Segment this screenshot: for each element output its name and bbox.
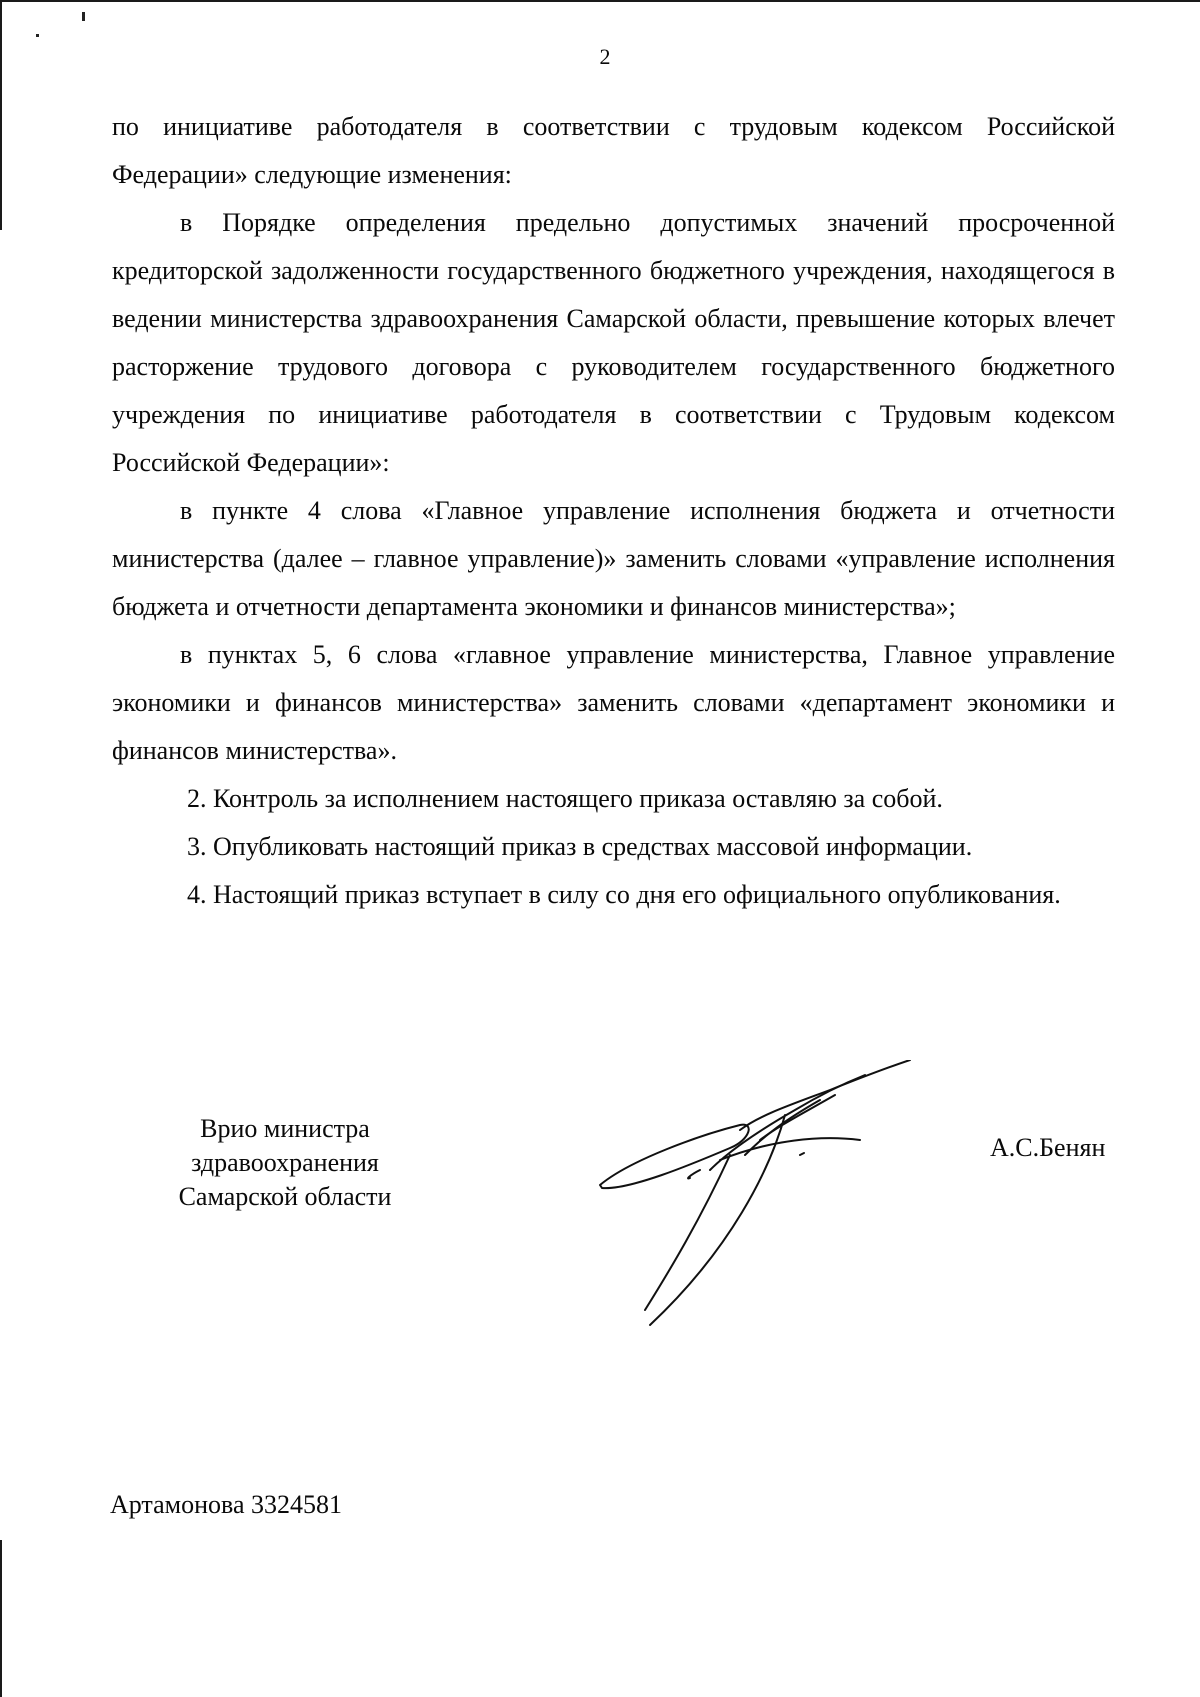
paragraph-item-4: 4. Настоящий приказ вступает в силу со дня его официального опубликования. <box>187 880 1061 909</box>
paragraph-clause-4: в пункте 4 слова «Главное управление исполнения бюджета и отчетности министерства (далее – главное управление)» заменить словами «управление исполнения бюджета и отчетности департамента экономики и финансов министерства»; <box>112 496 1115 621</box>
signatory-position-line: здравоохранения <box>191 1148 379 1177</box>
document-body <box>112 103 1115 919</box>
signatory-position-line: Самарской области <box>178 1182 392 1211</box>
handwritten-signature <box>590 1060 920 1330</box>
signatory-name: А.С.Бенян <box>990 1133 1106 1162</box>
scan-left-border-bottom <box>0 1540 2 1697</box>
executor-contact: Артамонова 3324581 <box>110 1490 342 1519</box>
paragraph-continuation: по инициативе работодателя в соответствии с трудовым кодексом Российской Федерации» следующие изменения: <box>112 112 1115 189</box>
paragraph-clauses-5-6: в пунктах 5, 6 слова «главное управление министерства, Главное управление экономики и финансов министерства» заменить словами «департамент экономики и финансов министерства». <box>112 640 1115 765</box>
scan-top-border <box>0 0 1200 2</box>
page-number: 2 <box>599 44 611 69</box>
paragraph-item-3: 3. Опубликовать настоящий приказ в средствах массовой информации. <box>187 832 973 861</box>
scan-left-border <box>0 0 2 230</box>
paragraph-item-2: 2. Контроль за исполнением настоящего приказа оставляю за собой. <box>187 784 943 813</box>
signatory-position-line: Врио министра <box>200 1114 370 1143</box>
scan-speck <box>82 12 85 21</box>
signatory-position <box>150 1112 420 1214</box>
scan-speck <box>36 34 39 37</box>
paragraph-procedure: в Порядке определения предельно допустимых значений просроченной кредиторской задолженности государственного бюджетного учреждения, находящегося в ведении министерства здравоохранения Самарской области, превышение которых влечет расторжение трудового договора с руководителем государственного бюджетного учреждения по инициативе работодателя в соответствии с Трудовым кодексом Российской Федерации»: <box>112 208 1115 477</box>
